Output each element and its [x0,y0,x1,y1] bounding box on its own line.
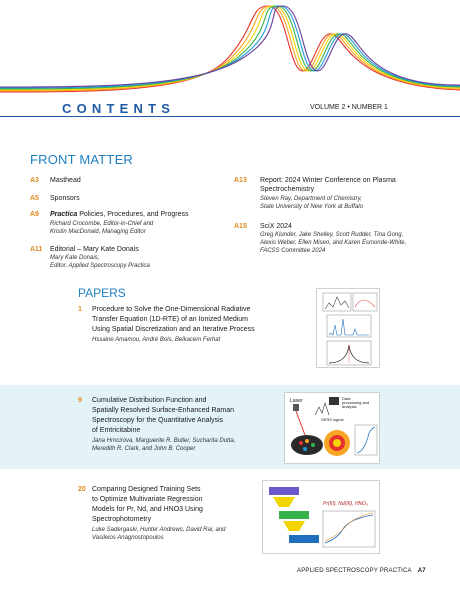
funnel-icon [273,497,295,507]
entry-author: Editor, Applied Spectroscopy Practica [50,263,150,269]
paper-title-line: Comparing Designed Training Sets [92,486,201,493]
page-number: A13 [234,177,247,184]
flow-box [279,511,309,519]
entry-author: Greg Klunder, Jake Shelley, Scott Rudder, Tina Gong, [260,232,404,238]
toc-entry-policies[interactable] [30,210,210,240]
paper-title-line: Transfer Equation (1D-RTE) of an Ionized Medium [92,316,249,323]
laser-icon [293,404,299,411]
papers-heading: PAPERS [78,286,126,300]
paper-authors: Vasileios Anagnostopoulos [92,535,164,541]
paper-title-line: to Optimize Multivariate Regression [92,496,203,503]
analysis-label: analysis [342,404,357,409]
flow-box [269,487,299,495]
paper-9-figure [284,392,380,464]
paper-entry-9[interactable] [78,396,288,466]
flow-box [289,535,319,543]
paper-title-line: Cumulative Distribution Function and [92,397,207,404]
paper-title-line: of Emtricitabine [92,427,141,434]
paper-title-line: Models for Pr, Nd, and HNO3 Using [92,506,203,513]
page-number: A11 [30,246,43,253]
entry-title: Masthead [50,177,81,184]
laser-label: Laser [290,398,303,404]
paper-1-figure [316,288,380,368]
paper-title-line: Using Spatial Discretization and an Iterative Process [92,326,255,333]
toc-entry-editorial[interactable] [30,245,210,275]
paper-title-line: Spectroscopy for the Quantitative Analysis [92,417,224,424]
entry-title-line: Spectrochemistry [260,186,315,193]
entry-title-em: Practica [50,211,78,218]
entry-author: State University of New York at Buffalo [260,204,363,210]
journal-name: APPLIED SPECTROSCOPY PRACTICA [297,568,412,574]
entry-author: Alexis Weber, Ellen Miseo, and Karen Esmonde-White, [260,240,407,246]
paper-title-line: Procedure to Solve the One-Dimensional Radiative [92,306,251,313]
sers-schematic-thumbnail [285,393,380,464]
entry-title: SciX 2024 [260,223,292,230]
page-number: A15 [234,223,247,230]
computer-icon [329,397,339,405]
page-number: 20 [78,486,86,493]
volume-number: VOLUME 2 • NUMBER 1 [310,104,388,111]
wave-line [0,6,460,92]
page-number: A5 [30,195,39,202]
page-number: 1 [78,306,82,313]
paper-entry-1[interactable] [78,305,308,350]
toc-entry-scix[interactable] [234,222,454,262]
entry-title: Editorial – Mary Kate Donais [50,246,139,253]
entry-author: Richard Crocombe, Editor-in-Chief and [50,221,154,227]
paper-title-line: Spectrophotometry [92,516,152,523]
entry-title-line: Report: 2024 Winter Conference on Plasma [260,177,396,184]
entry-author: Steven Ray, Department of Chemistry, [260,196,362,202]
front-matter-heading: FRONT MATTER [30,152,134,167]
entry-title: Sponsors [50,195,80,202]
paper-authors: Luke Sadergaski, Hunter Andrews, David Rai, and [92,527,226,533]
entry-title [50,210,189,219]
header-rule [0,116,460,117]
paper-title-line: Spatially Resolved Surface-Enhanced Raman [92,407,235,414]
paper-20-figure [262,480,380,554]
paper-authors: Hssaine Amamou, André Bois, Belkacem Ferhat [92,337,221,343]
paper-authors: Jana Hrncirova, Marguerite R. Butler, Sucharita Dutta, [92,438,236,444]
spectrum-plot-thumbnail [317,289,380,368]
entry-author: Kristin MacDonald, Managing Editor [50,229,146,235]
regression-schematic-thumbnail [263,481,380,554]
footer-page-number: A7 [417,568,426,574]
header-wave-art [0,0,460,100]
formula-label: Pr(III), Nd(III), HNO₃ [323,501,369,507]
sers-signal-label: SERS signal [321,417,344,422]
processing-label: processing and [342,400,370,405]
contents-title: CONTENTS [62,101,176,116]
page-number: A3 [30,177,39,184]
toc-entry-report[interactable] [234,176,444,216]
funnel-icon [283,521,305,531]
entry-title-rest: Policies, Procedures, and Progress [77,211,189,218]
entry-author: FACSS Committee 2024 [260,248,326,254]
page-number: 9 [78,397,82,404]
page-number: A9 [30,211,39,218]
paper-entry-20[interactable] [78,485,268,555]
page-footer [297,568,426,574]
paper-authors: Meredith R. Clark, and John B. Cooper [92,446,196,452]
sample-dish [291,435,323,455]
data-label: Data [342,396,351,401]
entry-author: Mary Kate Donais, [50,255,100,261]
